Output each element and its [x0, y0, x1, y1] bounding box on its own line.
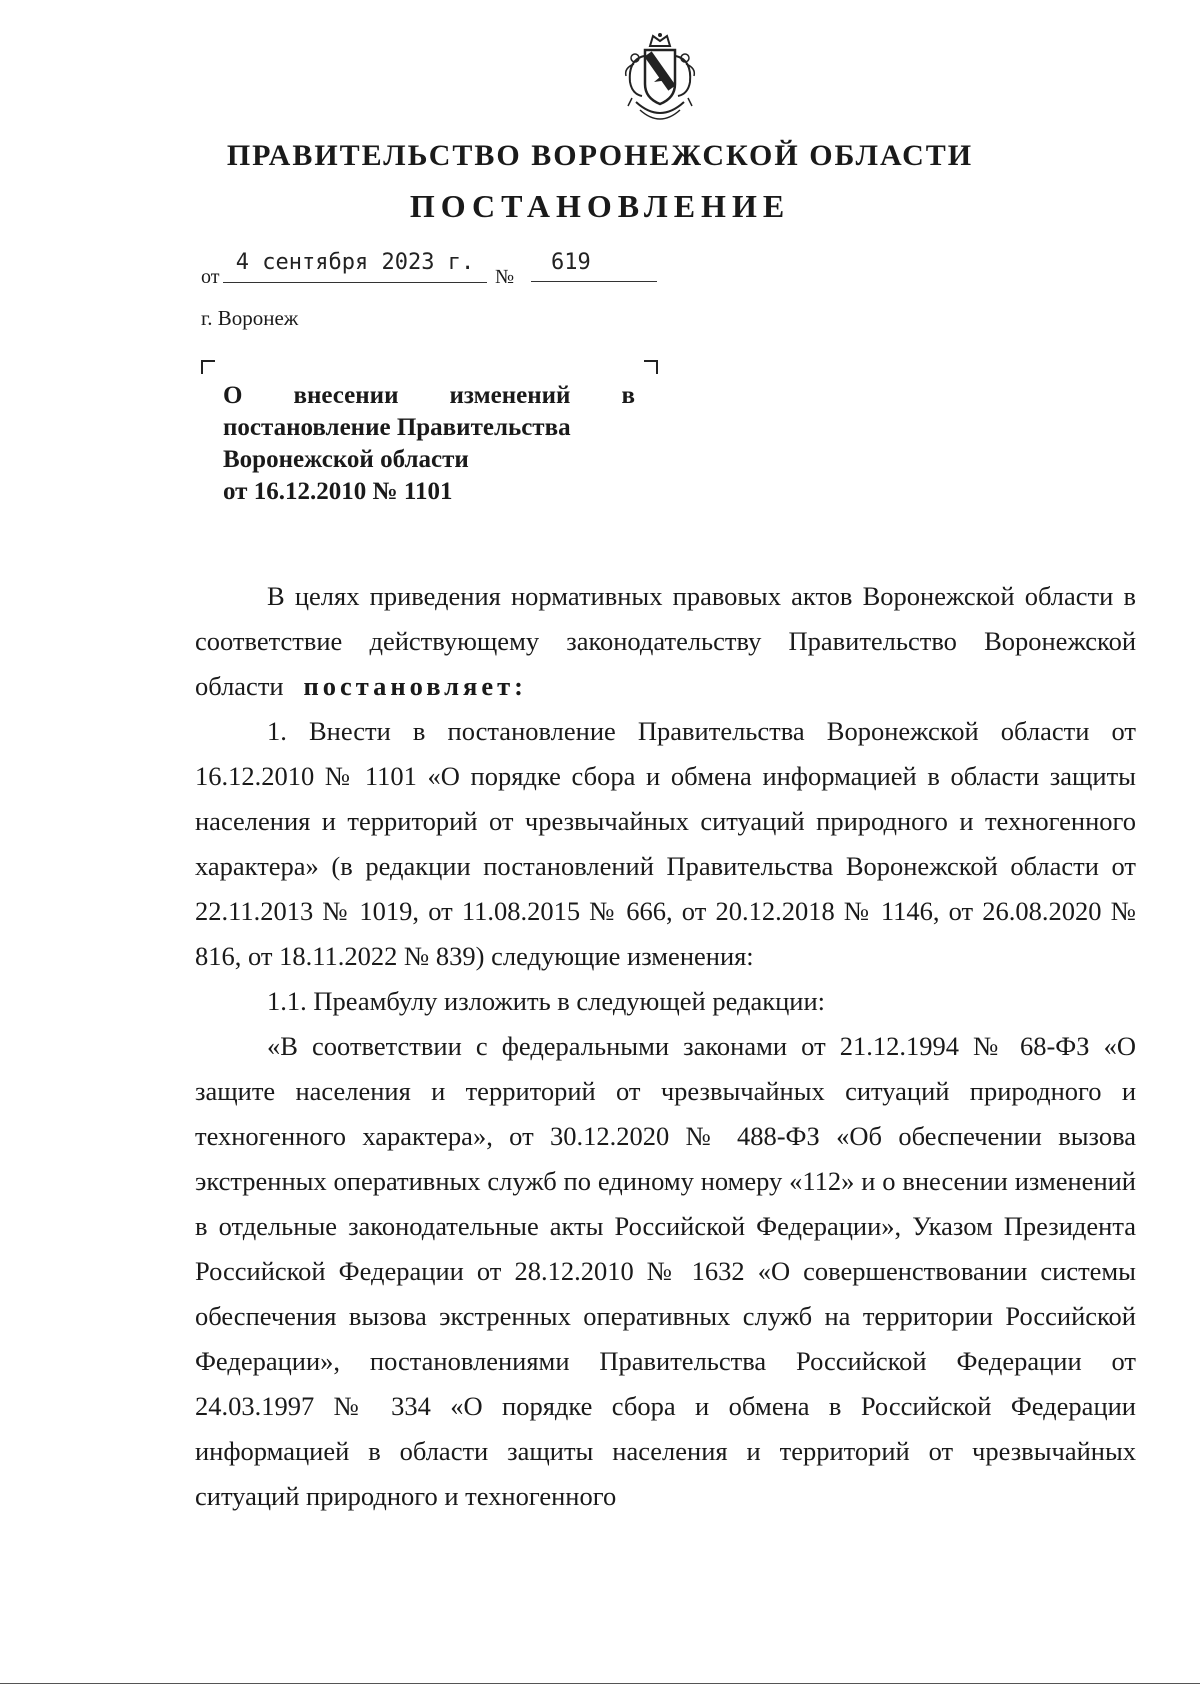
quote-paragraph: «В соответствии с федеральными законами от 21.12.1994 № 68-ФЗ «О защите населения и территорий от чрезвычайных ситуаций природного и техногенного характера», от 30.12.2020 № 488-ФЗ «Об обеспечении вызова экстренных оперативных служб по единому номеру «112» и о внесении изменений в отдельные законодательные акты Российской Федерации», Указом Президента Российской Федерации от 28.12.2010 № 1632 «О совершенствовании системы обеспечения вызова экстренных оперативных служб на территории Российской Федерации», постановлениями Правительства Российской Федерации от 24.03.1997 № 334 «О порядке сбора и обмена в Российской Федерации информацией в области защиты населения и территорий от чрезвычайных ситуаций природного и техногенного: [195, 1031, 1136, 1511]
document-body: [195, 574, 1136, 1519]
date-prefix: от: [201, 266, 220, 288]
city-label: г. Воронеж: [201, 306, 299, 330]
number-prefix: №: [495, 266, 515, 288]
item-1-paragraph: 1. Внести в постановление Правительства Воронежской области от 16.12.2010 № 1101 «О порядке сбора и обмена информацией в области защиты населения и территорий от чрезвычайных ситуаций природного и техногенного характера» (в редакции постановлений Правительства Воронежской области от 22.11.2013 № 1019, от 11.08.2015 № 666, от 20.12.2018 № 1146, от 26.08.2020 № 816, от 18.11.2022 № 839) следующие изменения:: [195, 716, 1136, 971]
document-number: 619: [531, 250, 657, 282]
document-subject: [223, 380, 635, 508]
subject-line: от 16.12.2010 № 1101: [223, 478, 453, 505]
date-number-line: [201, 250, 681, 290]
subject-corner-left: [201, 360, 215, 374]
document-date: 4 сентября 2023 г.: [223, 250, 487, 283]
organization-title: ПРАВИТЕЛЬСТВО ВОРОНЕЖСКОЙ ОБЛАСТИ: [226, 139, 974, 172]
document-type-title: ПОСТАНОВЛЕНИЕ: [409, 188, 791, 224]
page-bottom-rule: [0, 1683, 1200, 1684]
preamble-text: В целях приведения нормативных правовых актов Воронежской области в соответствие действующему законодательству Правительство Воронежской области: [195, 581, 1136, 701]
preamble-paragraph: [195, 574, 1136, 709]
subject-line: постановление Правительства: [223, 414, 571, 441]
subject-line: Воронежской области: [223, 446, 469, 473]
subject-line: О внесении изменений в: [223, 382, 635, 409]
decree-word: постановляет:: [303, 671, 527, 701]
item-1-1-paragraph: 1.1. Преамбулу изложить в следующей редакции:: [267, 986, 826, 1016]
subject-corner-right: [644, 360, 658, 374]
voronezh-coat-of-arms-icon: [618, 32, 702, 128]
